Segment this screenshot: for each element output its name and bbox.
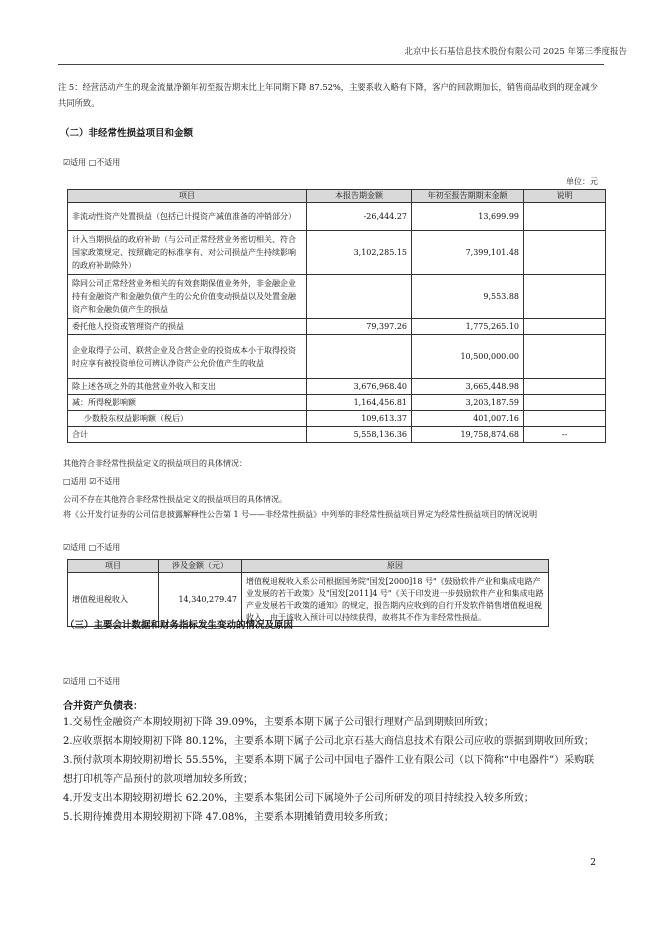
row-item: 计入当期损益的政府补助（与公司正常经营业务密切相关、符合国家政策规定、按照确定的标准享有、对公司损益产生持续影响的政府补助除外） <box>68 231 307 275</box>
list-item: 3.预付款项本期较期初增长 55.55%，主要系本期下属子公司中国电子器件工业有限公司（以下简称“中电器件”）采购联想打印机等产品预付的款项增加较多所致； <box>63 755 595 785</box>
recurring-intro: 将《公开发行证券的公司信息披露解释性公告第 1 号——非经常性损益》中列举的非经常性损益项目界定为经常性损益项目的情况说明 <box>63 510 538 519</box>
row-current <box>307 275 412 319</box>
list-item: 1.交易性金融资产本期较期初下降 39.09%，主要系本期下属子公司银行理财产品到期赎回所致； <box>63 717 494 728</box>
unit-label: 单位：元 <box>566 177 598 186</box>
non-recurring-table <box>67 189 606 443</box>
row-item: 除上述各项之外的其他营业外收入和支出 <box>68 379 307 395</box>
row-current <box>307 335 412 379</box>
table-row <box>68 319 606 335</box>
row-remark <box>524 319 606 335</box>
recurring-header-amount: 涉及金额（元） <box>159 560 242 573</box>
table-header-row <box>68 190 606 203</box>
recurring-amount: 14,340,279.47 <box>159 573 242 627</box>
balance-sheet-title: 合并资产负债表： <box>63 701 143 712</box>
table-row <box>68 379 606 395</box>
list-item: 5.长期待摊费用本期较期初下降 47.08%，主要系本期摊销费用较多所致； <box>63 812 394 823</box>
list-item: 4.开发支出本期较期初增长 62.20%，主要系本集团公司下属境外子公司所研发的项目持续投入较多所致； <box>63 793 534 804</box>
section-3-applicability: ☑适用 □不适用 <box>63 677 121 686</box>
row-item: 委托他人投资或管理资产的损益 <box>68 319 307 335</box>
row-item: 非流动性资产处置损益（包括已计提资产减值准备的冲销部分） <box>68 203 307 231</box>
row-current: 109,613.37 <box>307 411 412 427</box>
header-remark: 说明 <box>524 190 606 203</box>
recurring-header-item: 项目 <box>68 560 159 573</box>
table-row <box>68 231 606 275</box>
row-ytd: 7,399,101.48 <box>412 231 524 275</box>
recurring-header-reason: 原因 <box>242 560 549 573</box>
header-item: 项目 <box>68 190 307 203</box>
table-row <box>68 275 606 319</box>
header-current-period: 本报告期金额 <box>307 190 412 203</box>
other-items-applicability: □适用 ☑不适用 <box>63 477 121 486</box>
table-total-row <box>68 427 606 443</box>
total-remark: -- <box>524 427 606 443</box>
section-2-title: （二）非经常性损益项目和金额 <box>60 128 194 139</box>
header-divider <box>58 64 604 65</box>
row-current: 1,164,456.81 <box>307 395 412 411</box>
row-ytd: 401,007.16 <box>412 411 524 427</box>
row-current: -26,444.27 <box>307 203 412 231</box>
other-items-statement: 公司不存在其他符合非经常性损益定义的损益项目的具体情况。 <box>63 495 287 504</box>
recurring-item: 增值税退税收入 <box>68 573 159 627</box>
row-remark <box>524 335 606 379</box>
row-ytd: 3,665,448.98 <box>412 379 524 395</box>
page-header: 北京中长石基信息技术股份有限公司 2025 年第三季度报告 <box>404 47 627 57</box>
recurring-reason: 增值税退税收入系公司根据国务院"国发[2000]18 号"《鼓励软件产业和集成电路产业发展的若干政策》及"国发[2011]4 号"《关于印发进一步鼓励软件产业和集成电路产业发展若干政策的通知》的规定，报告期内应收到的自行开发软件销售增值税退税收入，由于该收入预计可以持续获得，故将其不作为非经常性损益。 <box>242 573 549 627</box>
row-ytd: 10,500,000.00 <box>412 335 524 379</box>
balance-sheet-list <box>63 713 603 827</box>
row-item: 除同公司正常经营业务相关的有效套期保值业务外，非金融企业持有金融资产和金融负债产生的公允价值变动损益以及处置金融资产和金融负债产生的损益 <box>68 275 307 319</box>
row-ytd: 9,553.88 <box>412 275 524 319</box>
row-remark <box>524 411 606 427</box>
total-current: 5,558,136.36 <box>307 427 412 443</box>
row-remark <box>524 203 606 231</box>
note-5: 注 5：经营活动产生的现金流量净额年初至报告期末比上年同期下降 87.52%，主要系收入略有下降，客户的回款期加长，销售商品收到的现金减少共同所致。 <box>58 82 599 108</box>
total-ytd: 19,758,874.68 <box>412 427 524 443</box>
row-ytd: 1,775,265.10 <box>412 319 524 335</box>
row-remark <box>524 395 606 411</box>
row-remark <box>524 379 606 395</box>
recurring-header-row <box>68 560 549 573</box>
list-item: 2.应收票据本期较期初下降 80.12%，主要系本期下属子公司北京石基大商信息技术有限公司应收的票据到期收回所致； <box>63 736 594 747</box>
row-current: 3,102,285.15 <box>307 231 412 275</box>
recurring-applicability: ☑适用 □不适用 <box>63 543 121 552</box>
row-remark <box>524 275 606 319</box>
header-ytd: 年初至报告期期末金额 <box>412 190 524 203</box>
row-item: 企业取得子公司、联营企业及合营企业的投资成本小于取得投资时应享有被投资单位可辨认净资产公允价值产生的收益 <box>68 335 307 379</box>
other-items-title: 其他符合非经常性损益定义的损益项目的具体情况： <box>63 459 247 468</box>
row-remark <box>524 231 606 275</box>
section-2-applicability: ☑适用 □不适用 <box>63 158 121 167</box>
page-number: 2 <box>590 858 596 868</box>
row-item: 少数股东权益影响额（税后） <box>68 411 307 427</box>
total-label: 合计 <box>68 427 307 443</box>
table-row <box>68 203 606 231</box>
table-row <box>68 411 606 427</box>
section-3-title: （三）主要会计数据和财务指标发生变动的情况及原因 <box>65 620 294 631</box>
table-row <box>68 335 606 379</box>
table-row <box>68 395 606 411</box>
row-ytd: 13,699.99 <box>412 203 524 231</box>
row-item: 减：所得税影响额 <box>68 395 307 411</box>
row-current: 79,397.26 <box>307 319 412 335</box>
row-ytd: 3,203,187.59 <box>412 395 524 411</box>
row-current: 3,676,968.40 <box>307 379 412 395</box>
